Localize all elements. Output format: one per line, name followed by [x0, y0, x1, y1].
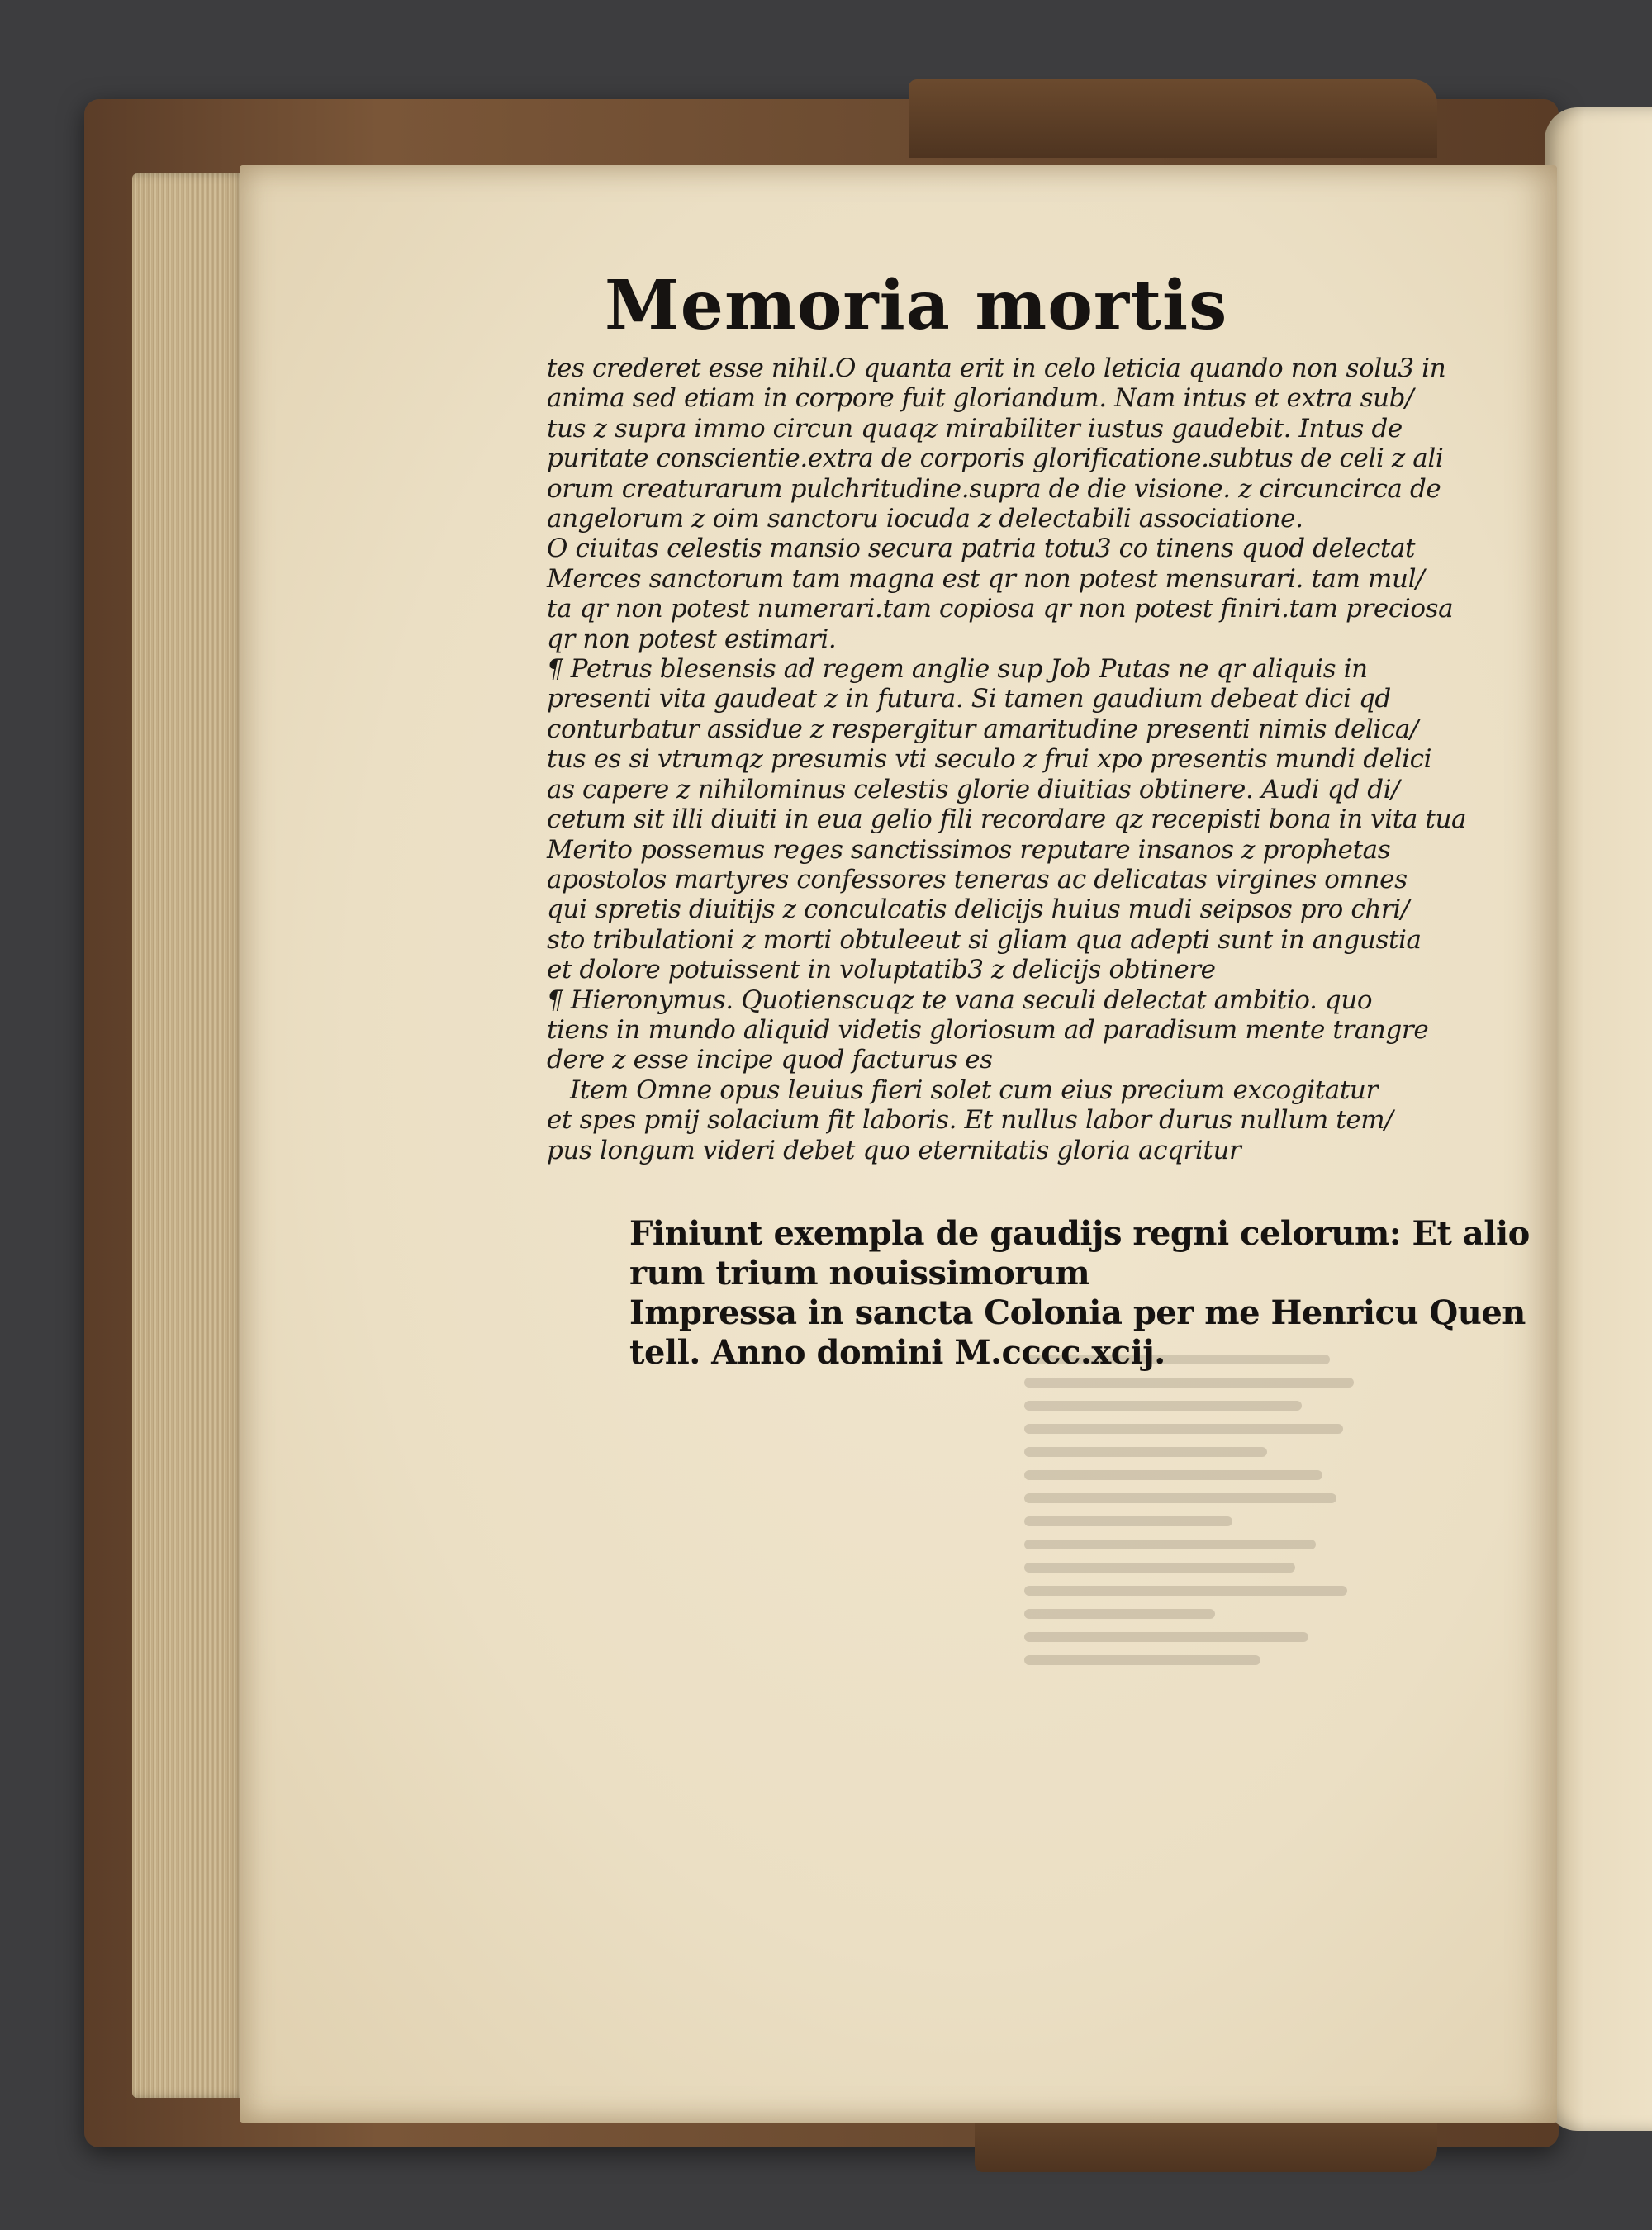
text-line: sto tribulationi z morti obtuleeut si gliam qua adepti sunt in angustia	[547, 924, 1422, 955]
text-line: Merces sanctorum tam magna est qr non potest mensurari. tam mul/	[547, 563, 1425, 594]
show-through-text	[1024, 1355, 1371, 1718]
text-line: qr non potest estimari.	[547, 624, 837, 654]
colophon-line: rum trium nouissimorum	[629, 1254, 1090, 1293]
text-line: puritate conscientie.extra de corporis glorificatione.subtus de celi z ali	[547, 444, 1444, 474]
text-line: angelorum z oim sanctoru iocuda z delectabili associatione.	[547, 504, 1303, 534]
spine-top	[909, 79, 1437, 158]
text-line: ¶ Petrus blesensis ad regem anglie sup Job Putas ne qr aliquis in	[547, 654, 1368, 685]
colophon-text	[629, 1214, 1530, 1373]
text-line: pus longum videri debet quo eternitatis gloria acqritur	[547, 1135, 1241, 1165]
text-line: conturbatur assidue z respergitur amaritudine presenti nimis delica/	[547, 714, 1418, 744]
colophon-line: tell. Anno domini M.cccc.xcij.	[629, 1333, 1165, 1372]
text-line: orum creaturarum pulchritudine.supra de die visione. z circuncirca de	[547, 473, 1441, 504]
body-text	[547, 353, 1467, 1165]
colophon-line: Impressa in sancta Colonia per me Henricu Quen	[629, 1293, 1526, 1332]
text-line: et dolore potuissent in voluptatib3 z delicijs obtinere	[547, 955, 1216, 985]
colophon-line: Finiunt exempla de gaudijs regni celorum: Et alio	[629, 1214, 1530, 1253]
text-line: anima sed etiam in corpore fuit gloriandum. Nam intus et extra sub/	[547, 383, 1414, 414]
text-line: dere z esse incipe quod facturus es	[547, 1045, 993, 1075]
text-line: tus z supra immo circun quaqz mirabiliter iustus gaudebit. Intus de	[547, 413, 1403, 444]
text-line: O ciuitas celestis mansio secura patria totu3 co tinens quod delectat	[547, 534, 1416, 564]
text-line: ta qr non potest numerari.tam copiosa qr non potest finiri.tam preciosa	[547, 594, 1454, 624]
text-line: tes crederet esse nihil.O quanta erit in celo leticia quando non solu3 in	[547, 353, 1446, 383]
text-line: as capere z nihilominus celestis glorie diuitias obtinere. Audi qd di/	[547, 774, 1400, 804]
text-line: Item Omne opus leuius fieri solet cum eius precium excogitatur	[570, 1075, 1378, 1105]
main-text-block	[547, 264, 1467, 1165]
facing-page-edge	[1545, 107, 1652, 2131]
text-line: ¶ Hieronymus. Quotienscuqz te vana seculi delectat ambitio. quo	[547, 985, 1373, 1015]
page-edges	[132, 173, 248, 2098]
text-line: cetum sit illi diuiti in eua gelio fili recordare qz recepisti bona in vita tua	[547, 804, 1467, 835]
text-line: tus es si vtrumqz presumis vti seculo z frui xpo presentis mundi delici	[547, 744, 1432, 775]
text-line: Merito possemus reges sanctissimos reputare insanos z prophetas	[547, 834, 1391, 865]
colophon	[629, 1214, 1530, 1373]
text-line: presenti vita gaudeat z in futura. Si tamen gaudium debeat dici qd	[547, 684, 1391, 714]
text-line: apostolos martyres confessores teneras ac delicatas virgines omnes	[547, 864, 1408, 894]
running-head: Memoria mortis	[605, 266, 1228, 345]
text-line: qui spretis diuitijs z conculcatis delicijs huius mudi seipsos pro chri/	[547, 894, 1409, 925]
text-line: tiens in mundo aliquid videtis gloriosum ad paradisum mente trangre	[547, 1014, 1429, 1045]
text-line: et spes pmij solacium fit laboris. Et nullus labor durus nullum tem/	[547, 1105, 1393, 1136]
